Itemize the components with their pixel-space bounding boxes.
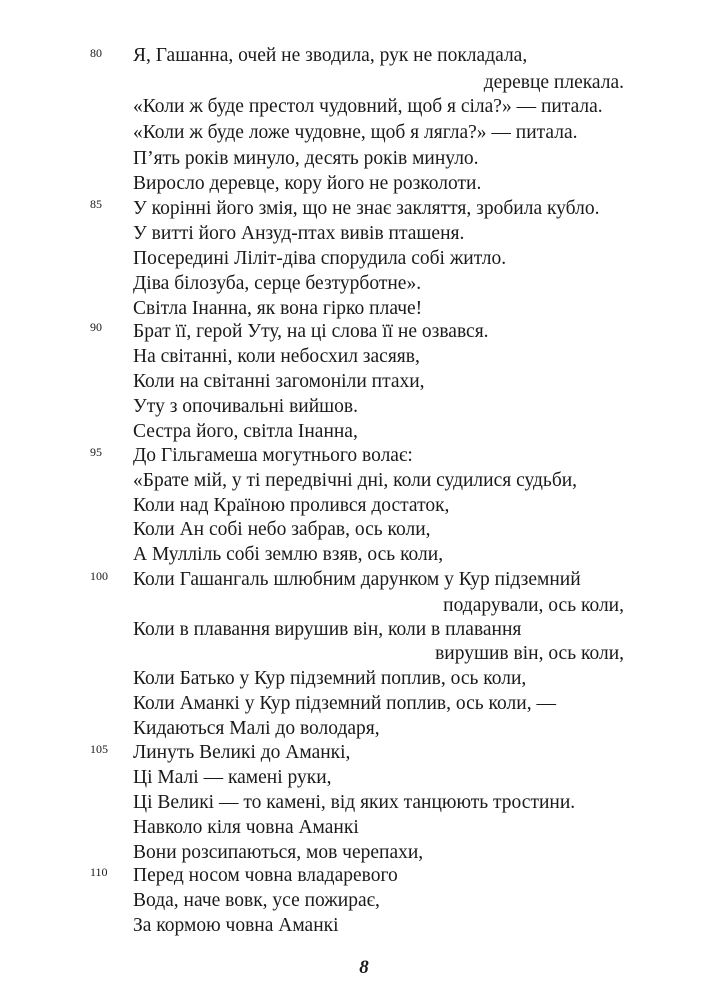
verse-line: Коли Батько у Кур підземний поплив, ось коли, [133,668,527,689]
line-number: 100 [90,569,108,583]
verse-line: «Брате мій, у ті передвічні дні, коли судилися судьби, [133,470,578,491]
verse-line: До Гільгамеша могутнього волає: [133,445,413,466]
verse-line: Виросло деревце, кору його не розколоти. [133,173,482,194]
verse-line: На світанні, коли небосхил засяяв, [133,346,420,367]
verse-line: Брат її, герой Уту, на ці слова її не озвався. [133,321,489,342]
verse-line: Навколо кіля човна Аманкі [133,817,359,838]
verse-line: Посередині Ліліт-діва спорудила собі житло. [133,248,507,269]
verse-line: У витті його Анзуд-птах вивів пташеня. [133,223,465,244]
verse-line-continuation: деревце плекала. [483,72,624,93]
verse-line: У корінні його змія, що не знає закляття, зробила кубло. [133,198,600,219]
verse-line: П’ять років минуло, десять років минуло. [133,148,479,169]
line-number: 90 [90,320,102,334]
verse-line: Ці Великі — то камені, від яких танцюють тростини. [133,792,576,813]
line-number: 105 [90,742,108,756]
verse-line: Перед носом човна владаревого [133,865,398,886]
verse-line: Коли в плавання вирушив він, коли в плавання [133,619,522,640]
verse-line-continuation: вирушив він, ось коли, [435,643,624,664]
verse-line: Коли Ан собі небо забрав, ось коли, [133,519,431,540]
verse-line: Ці Малі — камені руки, [133,767,332,788]
verse-line: Кидаються Малі до володаря, [133,718,380,739]
verse-line: Вони розсипаються, мов черепахи, [133,842,424,863]
verse-line: Світла Інанна, як вона гірко плаче! [133,298,423,319]
line-number: 80 [90,46,102,60]
line-number: 85 [90,197,102,211]
verse-line: Діва білозуба, серце безтурботне». [133,273,422,294]
verse-line: «Коли ж буде ложе чудовне, щоб я лягла?» — питала. [133,122,578,143]
line-number: 95 [90,445,102,459]
verse-line: Уту з опочивальні вийшов. [133,396,359,417]
verse-line: А Мулліль собі землю взяв, ось коли, [133,544,444,565]
verse-line: Я, Гашанна, очей не зводила, рук не покладала, [133,45,528,66]
verse-line: Коли на світанні загомоніли птахи, [133,371,425,392]
verse-line: Вода, наче вовк, усе пожирає, [133,890,380,911]
verse-line: За кормою човна Аманкі [133,915,339,936]
verse-line: Коли Гашангаль шлюбним дарунком у Кур підземний [133,569,581,590]
verse-line-continuation: подарували, ось коли, [443,595,624,616]
verse-line: Коли над Країною пролився достаток, [133,495,450,516]
verse-line: Коли Аманкі у Кур підземний поплив, ось коли, — [133,693,556,714]
verse-line: Линуть Великі до Аманкі, [133,742,351,763]
page-number: 8 [359,957,369,978]
verse-line: «Коли ж буде престол чудовний, щоб я сіла?» — питала. [133,96,603,117]
verse-line: Сестра його, світла Інанна, [133,421,358,442]
line-number: 110 [90,865,108,879]
